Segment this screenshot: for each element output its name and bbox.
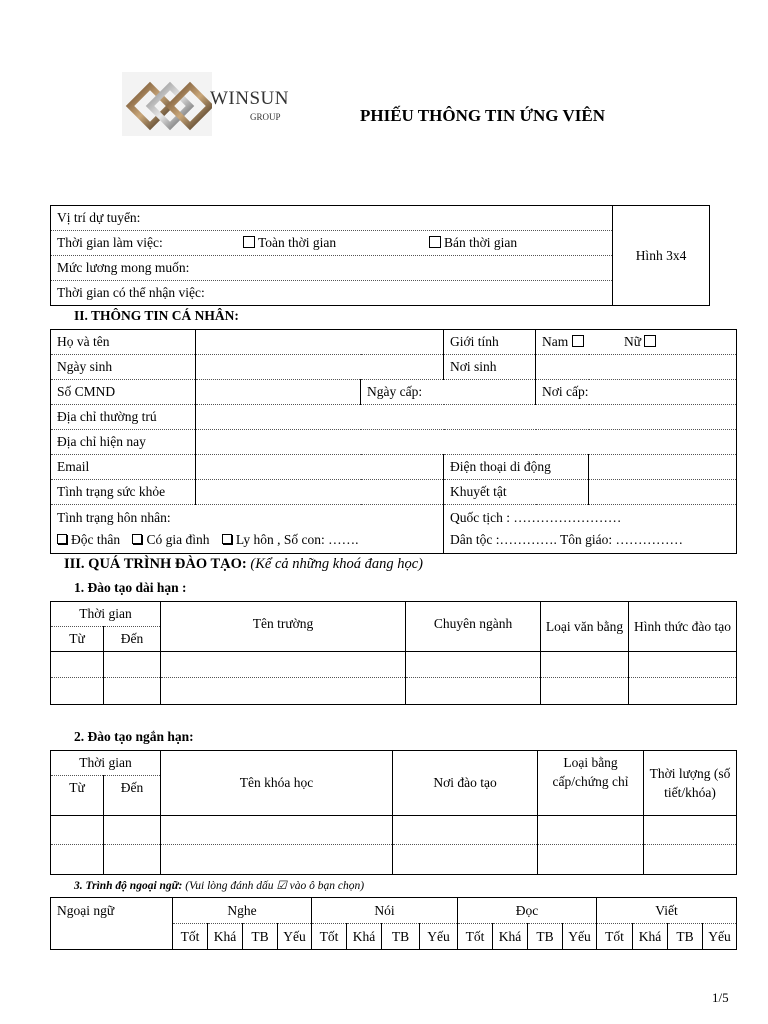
id-field[interactable] <box>196 380 361 405</box>
skill-speak: Nói <box>312 898 458 924</box>
male-label: Nam <box>542 334 569 349</box>
full-time-option[interactable] <box>243 235 336 251</box>
level-label: TB <box>382 924 420 950</box>
lt-to-header: Đến <box>104 627 161 652</box>
married-label: Có gia đình <box>146 532 210 547</box>
section-education-heading <box>64 556 423 573</box>
perm-addr-label: Địa chỉ thường trú <box>51 405 196 430</box>
page-number: 1/5 <box>712 990 729 1005</box>
level-label: Yếu <box>563 924 597 950</box>
cell[interactable] <box>541 678 629 705</box>
cell[interactable] <box>393 816 538 845</box>
company-logo <box>122 72 304 136</box>
cell[interactable] <box>51 652 104 678</box>
photo-label: Hình 3x4 <box>635 247 687 263</box>
disability-field[interactable] <box>589 480 737 505</box>
section-personal-heading: II. THÔNG TIN CÁ NHÂN: <box>74 308 239 323</box>
cell[interactable] <box>161 816 393 845</box>
dob-label: Ngày sinh <box>51 355 196 380</box>
st-time-header: Thời gian <box>51 751 161 776</box>
table-row <box>51 816 737 845</box>
job-info-box <box>50 205 710 306</box>
st-duration-header: Thời lượng (số tiết/khóa) <box>644 751 737 816</box>
salary-label: Mức lương mong muốn: <box>51 256 612 281</box>
checkbox-icon[interactable] <box>429 236 441 248</box>
divorced-checkbox[interactable] <box>222 534 232 544</box>
email-label: Email <box>51 455 196 480</box>
st-place-header: Nơi đào tạo <box>393 751 538 816</box>
language-table <box>50 897 737 950</box>
level-label: Yếu <box>278 924 312 950</box>
language-note: (Vui lòng đánh dấu ☑ vào ô bạn chọn) <box>185 880 365 892</box>
part-time-option[interactable] <box>429 235 517 251</box>
st-course-header: Tên khóa học <box>161 751 393 816</box>
lt-time-header: Thời gian <box>51 602 161 627</box>
name-label: Họ và tên <box>51 330 196 355</box>
table-row <box>51 652 737 678</box>
table-row <box>51 845 737 875</box>
cell[interactable] <box>406 678 541 705</box>
dob-field[interactable] <box>196 355 444 380</box>
start-label: Thời gian có thể nhận việc: <box>57 285 205 300</box>
table-row <box>51 678 737 705</box>
disability-label: Khuyết tật <box>444 480 589 505</box>
pob-field[interactable] <box>536 355 737 380</box>
health-label: Tình trạng sức khỏe <box>51 480 196 505</box>
level-label: Khá <box>208 924 243 950</box>
cell[interactable] <box>104 652 161 678</box>
perm-addr-field[interactable] <box>196 405 737 430</box>
level-label: Tốt <box>173 924 208 950</box>
pob-label: Nơi sinh <box>444 355 536 380</box>
level-label: Tốt <box>458 924 493 950</box>
language-heading <box>74 878 364 892</box>
level-label: Tốt <box>312 924 347 950</box>
education-note: (Kể cả những khoá đang học) <box>250 556 423 572</box>
divorced-label: Ly hôn , Số con: ……. <box>235 532 359 547</box>
education-title: III. QUÁ TRÌNH ĐÀO TẠO: <box>64 556 247 572</box>
lt-major-header: Chuyên ngành <box>406 602 541 652</box>
female-label: Nữ <box>624 334 642 349</box>
cell[interactable] <box>644 816 737 845</box>
email-field[interactable] <box>196 455 444 480</box>
mobile-label: Điện thoại di động <box>444 455 589 480</box>
level-label: Tốt <box>597 924 633 950</box>
level-label: TB <box>528 924 563 950</box>
cell[interactable] <box>51 845 104 875</box>
skill-write: Viết <box>597 898 737 924</box>
gender-options <box>536 330 737 355</box>
single-label: Độc thân <box>71 532 121 547</box>
health-field[interactable] <box>196 480 444 505</box>
lt-from-header: Từ <box>51 627 104 652</box>
name-field[interactable] <box>196 330 444 355</box>
issue-date-label: Ngày cấp: <box>361 380 536 405</box>
curr-addr-field[interactable] <box>196 430 737 455</box>
married-checkbox[interactable] <box>132 534 142 544</box>
cell[interactable] <box>393 845 538 875</box>
logo-emblem-icon <box>122 72 212 136</box>
nationality-cell <box>444 505 737 554</box>
st-to-header: Đến <box>104 776 161 816</box>
level-label: TB <box>668 924 703 950</box>
part-time-label: Bán thời gian <box>444 235 518 250</box>
st-from-header: Từ <box>51 776 104 816</box>
single-checkbox[interactable] <box>57 534 67 544</box>
skill-read: Đọc <box>458 898 597 924</box>
level-label: Khá <box>493 924 528 950</box>
short-term-table <box>50 750 737 875</box>
cell[interactable] <box>629 678 737 705</box>
long-term-table <box>50 601 737 705</box>
marital-label: Tình trạng hôn nhân: <box>57 510 171 525</box>
male-checkbox[interactable] <box>572 335 584 347</box>
marital-cell <box>51 505 444 554</box>
level-label: Yếu <box>420 924 458 950</box>
level-label: Khá <box>347 924 382 950</box>
work-time-row <box>51 231 612 256</box>
lt-form-header: Hình thức đào tạo <box>629 602 737 652</box>
photo-placeholder <box>612 206 709 305</box>
cell[interactable] <box>161 652 406 678</box>
cell[interactable] <box>541 652 629 678</box>
st-cert-header: Loại bằng cấp/chứng chỉ <box>538 751 644 816</box>
cell[interactable] <box>104 845 161 875</box>
long-term-heading: 1. Đào tạo dài hạn : <box>74 580 187 595</box>
full-time-label: Toàn thời gian <box>258 235 337 250</box>
logo-sub: GROUP <box>250 112 281 122</box>
lt-school-header: Tên trường <box>161 602 406 652</box>
female-checkbox[interactable] <box>644 335 656 347</box>
curr-addr-label: Địa chỉ hiện nay <box>51 430 196 455</box>
gender-label: Giới tính <box>444 330 536 355</box>
level-label: Khá <box>633 924 668 950</box>
level-label: TB <box>243 924 278 950</box>
personal-info-table <box>50 329 737 554</box>
cell[interactable] <box>644 845 737 875</box>
cell[interactable] <box>104 678 161 705</box>
cell[interactable] <box>104 816 161 845</box>
cell[interactable] <box>538 816 644 845</box>
position-label: Vị trí dự tuyển: <box>51 206 612 231</box>
language-title: 3. Trình độ ngoại ngữ: <box>74 880 183 892</box>
level-label: Yếu <box>703 924 737 950</box>
cell[interactable] <box>629 652 737 678</box>
id-label: Số CMND <box>51 380 196 405</box>
cell[interactable] <box>538 845 644 875</box>
ethnic-religion-label: Dân tộc :…………. Tôn giáo: …………… <box>450 532 683 547</box>
cell[interactable] <box>161 845 393 875</box>
work-time-label: Thời gian làm việc: <box>57 235 163 250</box>
cell[interactable] <box>161 678 406 705</box>
cell[interactable] <box>51 816 104 845</box>
checkbox-icon[interactable] <box>243 236 255 248</box>
lt-degree-header: Loại văn bằng <box>541 602 629 652</box>
page-title: PHIẾU THÔNG TIN ỨNG VIÊN <box>360 106 605 125</box>
cell[interactable] <box>406 652 541 678</box>
nationality-label: Quốc tịch : …………………… <box>450 510 622 525</box>
mobile-field[interactable] <box>589 455 737 480</box>
issue-place-label: Nơi cấp: <box>536 380 737 405</box>
logo-name: WINSUN <box>210 88 289 109</box>
skill-listen: Nghe <box>173 898 312 924</box>
language-col-header: Ngoại ngữ <box>57 902 115 918</box>
cell[interactable] <box>51 678 104 705</box>
short-term-heading: 2. Đào tạo ngắn hạn: <box>74 729 194 744</box>
